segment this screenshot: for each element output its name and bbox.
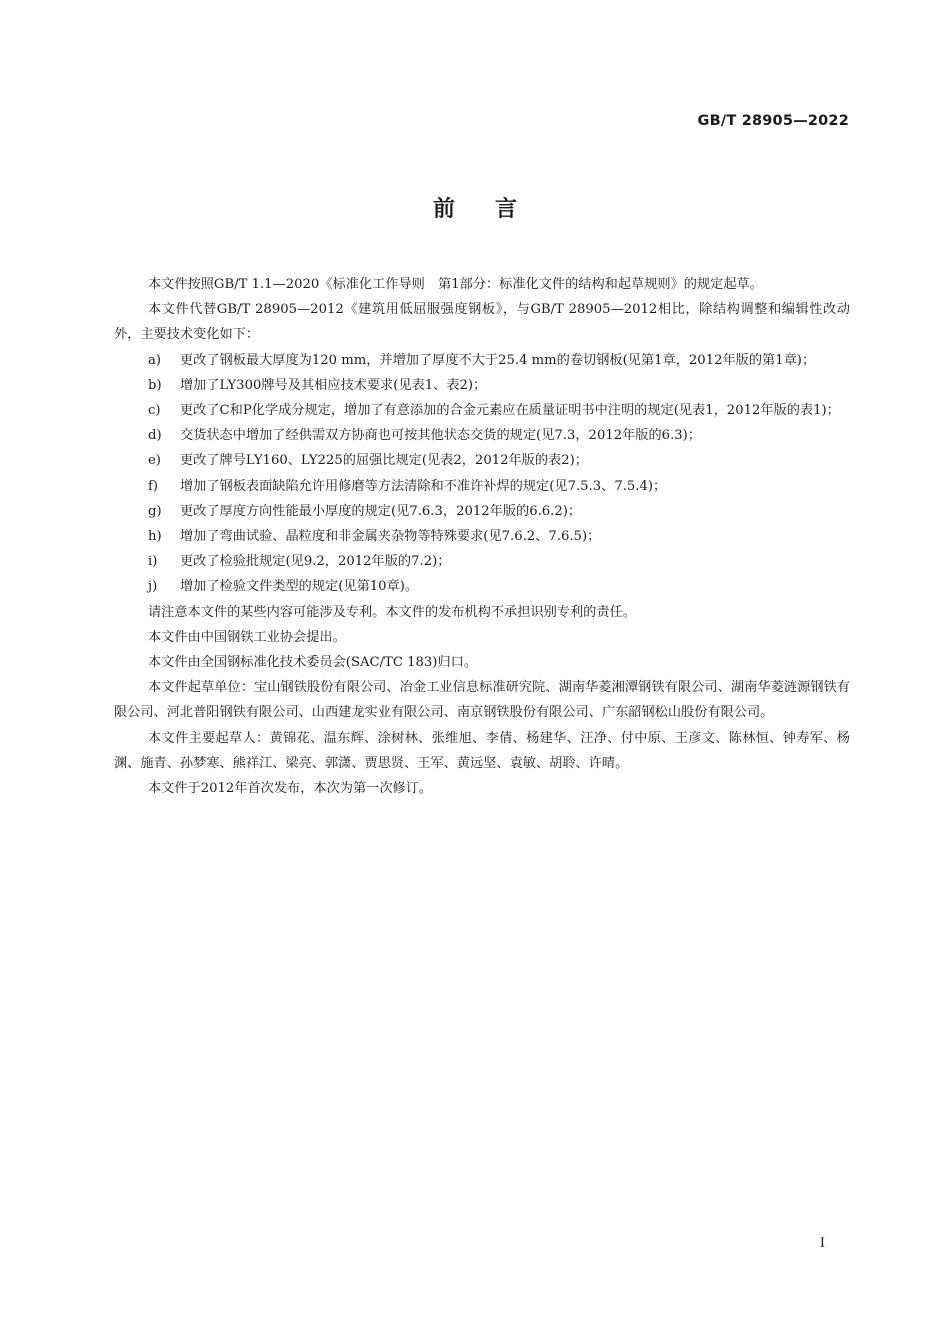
list-item xyxy=(114,423,850,448)
list-item xyxy=(114,524,850,549)
list-item-text: 更改了牌号LY160、LY225的屈强比规定(见表2，2012年版的表2)； xyxy=(180,453,588,469)
list-marker: j) xyxy=(148,579,158,595)
page-number: I xyxy=(819,1236,825,1251)
paragraph-committee: 本文件由全国钢标准化技术委员会(SAC/TC 183)归口。 xyxy=(148,655,478,671)
list-item xyxy=(114,348,850,373)
list-item xyxy=(114,499,850,524)
document-body xyxy=(114,272,850,801)
standard-code: GB/T 28905—2022 xyxy=(697,113,849,129)
paragraph-drafters: 本文件主要起草人：黄锦花、温东辉、涂树林、张维旭、李倩、杨建华、汪净、付中原、王彦文、陈林恒、钟寿军、杨渊、施青、孙梦寒、熊祥江、梁亮、郭潇、贾思贤、王军、黄远坚、袁敏、胡聆、许晴。 xyxy=(114,730,850,771)
list-marker: g) xyxy=(148,503,162,519)
list-marker: i) xyxy=(148,554,158,570)
list-item-text: 更改了检验批规定(见9.2，2012年版的7.2)； xyxy=(180,554,451,570)
list-item xyxy=(114,549,850,574)
list-item-text: 交货状态中增加了经供需双方协商也可按其他状态交货的规定(见7.3，2012年版的6.3)； xyxy=(180,428,701,444)
list-item xyxy=(114,574,850,599)
page-title: 前言 xyxy=(432,197,557,222)
list-item-text: 增加了检验文件类型的规定(见第10章)。 xyxy=(180,579,419,595)
list-marker: d) xyxy=(148,428,162,444)
paragraph-replacement: 本文件代替GB/T 28905—2012《建筑用低屈服强度钢板》，与GB/T 28905—2012相比，除结构调整和编辑性改动外，主要技术变化如下： xyxy=(114,302,850,343)
paragraph-drafting-units: 本文件起草单位：宝山钢铁股份有限公司、冶金工业信息标准研究院、湖南华菱湘潭钢铁有限公司、湖南华菱涟源钢铁有限公司、河北普阳钢铁有限公司、山西建龙实业有限公司、南京钢铁股份有限公司、广东韶钢松山股份有限公司。 xyxy=(114,680,850,721)
list-marker: h) xyxy=(148,529,162,545)
list-marker: e) xyxy=(148,453,161,469)
paragraph-patent-notice: 请注意本文件的某些内容可能涉及专利。本文件的发布机构不承担识别专利的责任。 xyxy=(148,604,636,620)
list-item-text: 增加了弯曲试验、晶粒度和非金属夹杂物等特殊要求(见7.6.2、7.6.5)； xyxy=(180,529,601,545)
paragraph-proposer: 本文件由中国钢铁工业协会提出。 xyxy=(148,629,346,645)
paragraph-history: 本文件于2012年首次发布，本次为第一次修订。 xyxy=(148,781,433,797)
changes-list xyxy=(114,348,850,600)
list-marker: a) xyxy=(148,352,162,368)
list-marker: b) xyxy=(148,377,162,393)
paragraph-drafting-rules: 本文件按照GB/T 1.1—2020《标准化工作导则 第1部分：标准化文件的结构和起草规则》的规定起草。 xyxy=(148,277,763,292)
list-marker: c) xyxy=(148,403,161,419)
list-item xyxy=(114,373,850,398)
list-item-text: 增加了钢板表面缺陷允许用修磨等方法清除和不准许补焊的规定(见7.5.3、7.5.4)； xyxy=(180,478,667,494)
list-item xyxy=(114,448,850,473)
list-item xyxy=(114,474,850,499)
list-item-text: 更改了厚度方向性能最小厚度的规定(见7.6.3，2012年版的6.6.2)； xyxy=(180,503,582,519)
list-item-text: 更改了钢板最大厚度为120 mm，并增加了厚度不大于25.4 mm的卷切钢板(见第1章，2012年版的第1章)； xyxy=(180,352,816,368)
list-marker: f) xyxy=(148,478,159,494)
list-item-text: 更改了C和P化学成分规定，增加了有意添加的合金元素应在质量证明书中注明的规定(见表1，2012年版的表1)； xyxy=(180,403,840,419)
list-item-text: 增加了LY300牌号及其相应技术要求(见表1、表2)； xyxy=(180,377,487,393)
list-item xyxy=(114,398,850,423)
